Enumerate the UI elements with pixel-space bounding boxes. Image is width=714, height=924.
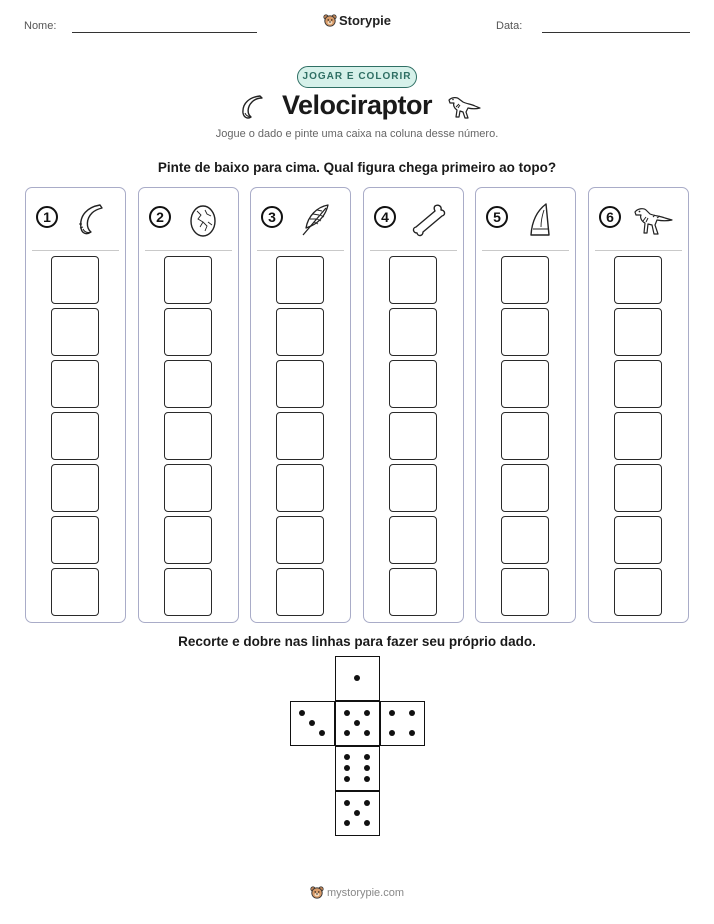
color-box[interactable] — [164, 464, 212, 512]
column-divider — [370, 250, 457, 251]
color-box[interactable] — [164, 308, 212, 356]
color-box[interactable] — [501, 516, 549, 564]
color-box[interactable] — [389, 256, 437, 304]
color-box[interactable] — [51, 308, 99, 356]
color-box[interactable] — [389, 464, 437, 512]
color-box[interactable] — [276, 516, 324, 564]
color-box[interactable] — [501, 568, 549, 616]
dice-pip — [354, 675, 360, 681]
column-header — [251, 202, 350, 238]
dice-pip — [344, 710, 350, 716]
color-box[interactable] — [389, 568, 437, 616]
color-box[interactable] — [501, 308, 549, 356]
column-number: 3 — [261, 206, 283, 228]
dice-pip — [344, 730, 350, 736]
category-badge: JOGAR E COLORIR — [297, 66, 417, 88]
velociraptor-icon — [446, 92, 482, 120]
dice-pip — [344, 765, 350, 771]
color-box[interactable] — [276, 412, 324, 460]
name-label: Nome: — [24, 20, 57, 32]
color-box[interactable] — [276, 360, 324, 408]
dice-pip — [364, 800, 370, 806]
velociraptor-icon — [633, 202, 673, 238]
color-box[interactable] — [276, 308, 324, 356]
color-box[interactable] — [51, 516, 99, 564]
color-box[interactable] — [501, 256, 549, 304]
column-4 — [363, 187, 464, 623]
column-divider — [32, 250, 119, 251]
column-header — [364, 202, 463, 238]
color-box[interactable] — [614, 516, 662, 564]
bone-icon — [408, 202, 448, 238]
color-box[interactable] — [614, 256, 662, 304]
column-header — [26, 202, 125, 238]
color-box[interactable] — [389, 516, 437, 564]
color-box[interactable] — [389, 412, 437, 460]
column-divider — [257, 250, 344, 251]
color-box[interactable] — [614, 412, 662, 460]
dice-instruction: Recorte e dobre nas linhas para fazer seu próprio dado. — [178, 634, 536, 649]
column-2 — [138, 187, 239, 623]
dice-pip — [364, 710, 370, 716]
footer — [0, 886, 714, 899]
dice-pip — [364, 754, 370, 760]
dice-pip — [364, 730, 370, 736]
column-divider — [595, 250, 682, 251]
dice-pip — [409, 730, 415, 736]
color-box[interactable] — [51, 412, 99, 460]
dice-pip — [344, 754, 350, 760]
dice-face-1 — [335, 701, 380, 746]
dice-pip — [344, 800, 350, 806]
color-box[interactable] — [614, 360, 662, 408]
dice-pip — [299, 710, 305, 716]
bear-logo-icon — [323, 14, 337, 27]
color-box[interactable] — [276, 568, 324, 616]
column-header — [139, 202, 238, 238]
instruction: Pinte de baixo para cima. Qual figura chega primeiro ao topo? — [157, 160, 557, 175]
dice-pip — [364, 765, 370, 771]
dice-pip — [364, 776, 370, 782]
color-box[interactable] — [164, 412, 212, 460]
dice-pip — [344, 776, 350, 782]
color-box[interactable] — [389, 308, 437, 356]
column-6 — [588, 187, 689, 623]
color-box[interactable] — [51, 360, 99, 408]
footer-url[interactable]: mystorypie.com — [326, 887, 405, 899]
column-number: 5 — [486, 206, 508, 228]
column-divider — [145, 250, 232, 251]
column-header — [589, 202, 688, 238]
bear-logo-icon — [310, 886, 324, 899]
dice-face-3 — [290, 701, 335, 746]
color-box[interactable] — [164, 360, 212, 408]
color-box[interactable] — [501, 412, 549, 460]
color-box[interactable] — [164, 516, 212, 564]
date-label: Data: — [496, 20, 523, 32]
dice-pip — [319, 730, 325, 736]
column-divider — [482, 250, 569, 251]
column-1 — [25, 187, 126, 623]
column-header — [476, 202, 575, 238]
dice-pip — [409, 710, 415, 716]
tooth-icon — [520, 202, 560, 238]
dice-pip — [364, 820, 370, 826]
column-number: 6 — [599, 206, 621, 228]
color-box[interactable] — [501, 464, 549, 512]
color-box[interactable] — [164, 256, 212, 304]
dice-face-4 — [380, 701, 425, 746]
column-number: 4 — [374, 206, 396, 228]
dice-pip — [389, 710, 395, 716]
color-box[interactable] — [389, 360, 437, 408]
dice-pip — [309, 720, 315, 726]
column-3 — [250, 187, 351, 623]
dice-pip — [354, 810, 360, 816]
subtitle: Jogue o dado e pinte uma caixa na coluna desse número. — [215, 128, 499, 140]
dice-face-1 — [335, 656, 380, 701]
brand-logo — [0, 13, 714, 28]
color-box[interactable] — [276, 464, 324, 512]
color-box[interactable] — [614, 464, 662, 512]
claw-icon — [70, 202, 110, 238]
color-box[interactable] — [614, 568, 662, 616]
color-box[interactable] — [614, 308, 662, 356]
dice-face-6 — [335, 746, 380, 791]
name-line[interactable] — [72, 32, 257, 33]
color-box[interactable] — [51, 568, 99, 616]
column-5 — [475, 187, 576, 623]
egg-icon — [183, 202, 223, 238]
dice-pip — [354, 720, 360, 726]
color-box[interactable] — [51, 256, 99, 304]
color-box[interactable] — [51, 464, 99, 512]
feather-icon — [295, 202, 335, 238]
dice-pip — [389, 730, 395, 736]
brand-name: Storypie — [338, 13, 391, 28]
dice-face-5 — [335, 791, 380, 836]
column-number: 1 — [36, 206, 58, 228]
dice-pip — [344, 820, 350, 826]
column-number: 2 — [149, 206, 171, 228]
color-box[interactable] — [501, 360, 549, 408]
color-box[interactable] — [164, 568, 212, 616]
page-title: Velociraptor — [281, 90, 433, 120]
color-box[interactable] — [276, 256, 324, 304]
date-line[interactable] — [542, 32, 690, 33]
